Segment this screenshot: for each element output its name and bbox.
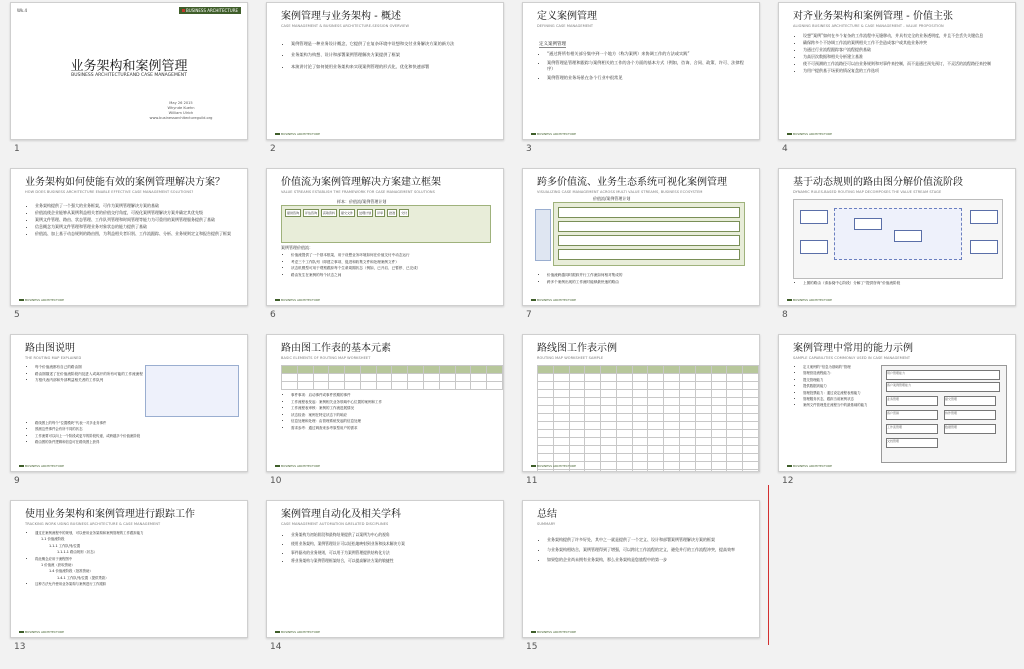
value-stream-diagram xyxy=(281,205,491,243)
bullet-list xyxy=(285,253,491,279)
bullet-item: • 业务架构为初始阶段和最终结果提供了以案例为中心的视角 xyxy=(291,533,491,538)
footer-brand: BUSINESS ARCHITECTURE xyxy=(19,298,64,302)
bullet-list xyxy=(541,537,747,564)
slide-canvas xyxy=(266,500,504,638)
slide-title: 案例管理中常用的能力示例 xyxy=(793,343,913,354)
value-stream-stages xyxy=(282,206,490,220)
slide-subtitle: BUSINESS ARCHITECTUREAND CASE MANAGEMENT xyxy=(71,73,187,78)
slide-title: 定义案例管理 xyxy=(537,11,597,22)
slide-thumbnail-15[interactable] xyxy=(514,498,760,662)
slide-thumbnail-4[interactable] xyxy=(770,0,1016,164)
stage-box: 提交文件 xyxy=(341,211,354,215)
slide-number: 3 xyxy=(526,144,532,154)
slide-title: 案例管理自动化及相关学科 xyxy=(281,509,401,520)
footer-brand: BUSINESS ARCHITECTURE xyxy=(275,630,320,634)
author-block: May 26 2015 Whynde Kuehn William Ulrich www.businessarchitectureguild.org xyxy=(149,101,213,120)
slide-corner-label: Wk.4 xyxy=(17,8,28,13)
bullet-item: • 案例管理是一种业务设计概念，它提供了在复杂环境中设想和交付业务解决方案的新方法 xyxy=(291,41,491,46)
bullet-item: • 通过在案例流程中的规划，可以使用业务架构和案例管理的工作跟踪能力 xyxy=(35,531,235,535)
bullet-item: 1.1.1 工作队列/位置 xyxy=(49,543,81,548)
slide-number: 2 xyxy=(270,144,276,154)
bullet-item: • 定义案例的“信息为基础的”管理 xyxy=(803,365,883,369)
slide-canvas xyxy=(522,334,760,472)
routing-map-diagram xyxy=(145,365,239,417)
slide-subtitle: CASE MANAGEMENT AUTOMATION &RELATED DISCIPLINES xyxy=(281,522,389,526)
bullet-list xyxy=(541,273,747,286)
stage-box: 交付 xyxy=(401,211,408,215)
footer-brand: BUSINESS ARCHITECTURE xyxy=(19,464,64,468)
multi-value-stream-diagram xyxy=(553,202,745,266)
bullet-item: • 状态检查：案例在特定状态下的响应 xyxy=(291,413,491,418)
slide-subtitle: ALIGNING BUSINESS ARCHITECTURE & CASE MANAGEMENT - VALUE PROPOSITION xyxy=(793,24,944,28)
slide-canvas xyxy=(522,500,760,638)
bullet-item: • 提交管理能力 xyxy=(803,378,883,382)
footer-brand: BUSINESS ARCHITECTURE xyxy=(531,630,576,634)
bullet-item: • 为通过行业流程跟踪客户流程提供基础 xyxy=(803,47,1003,52)
section-label: 案例管理价值流： xyxy=(281,245,313,250)
capability-box: 提交管理 xyxy=(944,396,996,406)
slide-number: 4 xyxy=(782,144,788,154)
stage-box: 批准 xyxy=(389,211,396,215)
slide-title: 业务架构如何使能有效的案例管理解决方案？ xyxy=(25,177,225,188)
bullet-item: • 业务架构提供了一个强大的业务框架，可作为案例管理解决方案的基础 xyxy=(35,203,235,208)
slide-subtitle: CASE MANAGEMENT & BUSINESS ARCHITECTURE-SESSION OVERVIEW xyxy=(281,24,410,28)
bullet-item: • 预测这些事件会有所不同的状态 xyxy=(35,427,235,431)
slide-title: 对齐业务架构和案例管理 - 价值主张 xyxy=(793,11,953,22)
brand-logo: BUSINESS ARCHITECTURE xyxy=(179,7,241,14)
queue-box xyxy=(800,240,828,254)
slide-thumbnail-2[interactable] xyxy=(258,0,504,164)
bullet-item: • 状态机模型可用于观察跟踪每个生命周期状态（例如，已开启、已暂停、已完成） xyxy=(291,266,491,271)
bullet-item: • 这种方法允许使用业务架构与案例进行工作跟踪 xyxy=(35,582,235,586)
capability-map xyxy=(881,365,1007,463)
bullet-item: • “通过将所有相关部分集中到一个地方（称为案例）来协调工作的方法或实践” xyxy=(547,51,747,56)
capability-box: 客户案例管理能力 xyxy=(886,382,1000,392)
bullet-item: • 价值流跨越同时跟踪并行工作流如何相对集成的 xyxy=(547,273,747,278)
bullet-item: • 工作流程表审核：案例的工作流进展情况 xyxy=(291,406,491,411)
footer-brand: BUSINESS ARCHITECTURE xyxy=(531,298,576,302)
slide-canvas xyxy=(266,2,504,140)
slide-title: 使用业务架构和案例管理进行跟踪工作 xyxy=(25,509,195,520)
slide-canvas xyxy=(10,168,248,306)
slide-canvas xyxy=(778,334,1016,472)
bullet-list xyxy=(285,393,491,433)
queue-box xyxy=(894,230,922,242)
slide-thumbnail-5[interactable] xyxy=(2,166,248,330)
bullet-item: • 路由图描述了在价值流阶段内及进入或离开的所有可能的工作流流程 xyxy=(35,372,145,377)
slide-subtitle: TRACKING WORK USING BUSINESS ARCHITECTURE & CASE MANAGEMENT xyxy=(25,522,161,526)
slide-subtitle: SUMMARY xyxy=(537,522,556,526)
bullet-item: • 使用业务架构，案例管理设计可以轻松地映射到业务和技术解决方案 xyxy=(291,542,491,547)
slide-canvas xyxy=(266,334,504,472)
bullet-item: • 工作流程表发起：案例相关业务领域中心位置的案例和工作 xyxy=(291,400,491,405)
slide-subtitle: DEFINING CASE MANAGEMENT xyxy=(537,24,594,28)
slide-number: 6 xyxy=(270,310,276,320)
slide-number: 10 xyxy=(270,476,282,486)
bullet-list xyxy=(29,421,235,447)
bullet-item: • 考虑三个工作队列（即建立事项、促进和收集文件和处理案例文件） xyxy=(291,260,491,265)
slide-thumbnail-3[interactable] xyxy=(514,0,760,164)
bullet-item: • 路由发生在案例的每个状态之间 xyxy=(291,273,491,278)
stream-row xyxy=(558,221,740,232)
bullet-item: • 本演讲讨论了如何使用业务架构来实现案例管理的形式化、优化和快速部署 xyxy=(291,64,491,69)
bullet-list xyxy=(29,531,235,589)
bullet-item: • 案例文件管理、路由、状态管理、工作队列管理和时间管理等能力为可重用的案例管理服务提供了基础 xyxy=(35,217,235,222)
bullet-item: • 将此概念应用于流程图中 xyxy=(35,557,235,561)
diagram-heading: 样本：价值流/案例管理计划 xyxy=(337,199,387,204)
stream-row xyxy=(558,249,740,260)
bullet-item: • 每个价值流都有自己的路由图 xyxy=(35,365,145,370)
slide-thumbnail-8[interactable] xyxy=(770,166,1016,330)
capability-box: 文档管理 xyxy=(886,438,938,448)
queue-box xyxy=(970,240,998,254)
bullet-item: • 使不可预测的工作流路径可以由业务规则和对事件来控制，而不是通过预先预订，不灵活的流程路径来控制 xyxy=(803,61,1003,66)
slide-number: 13 xyxy=(14,642,26,652)
capability-box: 协作管理 xyxy=(944,410,996,420)
bullet-item: • 为高层次数据和相关分析建立基准 xyxy=(803,54,1003,59)
slide-canvas xyxy=(778,2,1016,140)
bullet-item: • 事件事项：启动事件或事件预期的事件 xyxy=(291,393,491,398)
slide-thumbnail-9[interactable] xyxy=(2,332,248,496)
bullet-item: • 管理投票能力：通过设定流程表格能力 xyxy=(803,391,883,395)
bullet-list xyxy=(797,33,1003,75)
bullet-item: • 跨多个案例出现的工作流时能够最快速的路由 xyxy=(547,280,747,285)
bullet-item: 1.4.1 工作队列/位置（提供贷款） xyxy=(57,575,109,580)
capability-box: 客户营销 xyxy=(886,410,938,420)
slide-title: 案例管理与业务架构 - 概述 xyxy=(281,11,401,22)
worksheet-sample-table xyxy=(537,365,759,472)
slide-title: 跨多价值流、业务生态系统可视化案例管理 xyxy=(537,177,727,188)
footer-brand: BUSINESS ARCHITECTURE xyxy=(19,630,64,634)
footer-brand: BUSINESS ARCHITECTURE xyxy=(275,132,320,136)
bullet-item: • 方框代表内部和外部利益相关者的工作队列 xyxy=(35,378,145,383)
stream-row xyxy=(558,235,740,246)
bullet-item: 1.4 价值流阶段（批准资助） xyxy=(49,569,93,574)
slide-title: 路由图工作表的基本元素 xyxy=(281,343,391,354)
footer-brand: BUSINESS ARCHITECTURE xyxy=(275,298,320,302)
footer-brand: BUSINESS ARCHITECTURE xyxy=(787,464,832,468)
slide-number: 14 xyxy=(270,642,282,652)
queue-box xyxy=(854,218,882,230)
bullet-item: • 业务架构为构想、设计和部署案例管理解决方案提供了框架 xyxy=(291,52,491,57)
capability-box: 数据管理 xyxy=(944,424,996,434)
slide-subtitle: VALUE STREAMS ESTABLISH THE FRAMEWORK FOR CASE MANAGEMENT SOLUTIONS xyxy=(281,190,435,194)
stream-row xyxy=(558,207,740,218)
worksheet-table xyxy=(281,365,503,390)
bullet-item: • 信息处理和处理：由管理系统发起的信息处理 xyxy=(291,419,491,424)
capability-box: 工作流管理 xyxy=(886,424,938,434)
slide-canvas xyxy=(10,500,248,638)
bullet-item: • 确保跨多个不协调工作流的案例相关工作不会造成客户或其他业务冲突 xyxy=(803,40,1003,45)
footer-brand: BUSINESS ARCHITECTURE xyxy=(787,132,832,136)
bullet-item: • 与业务架构相结合，案例管理得到了增强，可以跨比工作流程的定义，避免并行的工作流程冲突，提高效率 xyxy=(547,547,747,552)
queue-box xyxy=(970,210,998,224)
stage-box: 评估咨询 xyxy=(305,211,318,215)
bullet-item: • 路线图上的每个“位置模块”代表一对多业务事件 xyxy=(35,421,235,425)
stage-box: 处理计划 xyxy=(359,211,372,215)
bullet-item: • 上图的路由（请参阅中心阶段）分解了“提供咨询”价值流阶段 xyxy=(803,281,1003,286)
slide-thumbnail-1[interactable] xyxy=(2,0,248,164)
routing-map-diagram xyxy=(793,199,1003,279)
bullet-item: • 将业务架构与案例管理框架结合，可以提高解决方案的敏捷性 xyxy=(291,559,491,564)
slide-title: 路由图说明 xyxy=(25,343,75,354)
bullet-list xyxy=(797,365,883,410)
section-heading: 定义案例管理 xyxy=(539,42,566,47)
slide-canvas xyxy=(522,168,760,306)
slide-title: 总结 xyxy=(537,509,557,520)
slide-canvas xyxy=(778,168,1016,306)
slide-subtitle: THE ROUTING MAP EXPLAINED xyxy=(25,356,82,360)
slide-number: 9 xyxy=(14,476,20,486)
bullet-list xyxy=(285,41,491,71)
bullet-list xyxy=(797,281,1003,288)
diagram-heading: 价值流/案例管理计划 xyxy=(593,196,631,201)
slide-number: 11 xyxy=(526,476,538,486)
bullet-item: • 业务架构提供了许多好处，其中之一就是提供了一个定义、设计和部署案例管理解决方案的框架 xyxy=(547,537,747,542)
bullet-item: • 价值流、加上基于动态规则的路由图，为利益相关者识别、工作流跟踪、分析、业务规则定义和报告提供了框架 xyxy=(35,231,235,236)
bullet-item: • 案例管理的业务场景在各个行业中很常见 xyxy=(547,75,747,80)
bullet-item: • 工作流要可以向上一个阶段或更早的阶段传递，或跨越多个价值流阶段 xyxy=(35,434,235,438)
bullet-item: • 案例文件管理是在流程当中的最基础的能力 xyxy=(803,403,883,407)
bullet-item: • 为用户提供基于场景的情况复盘的工作选项 xyxy=(803,68,1003,73)
slide-number: 12 xyxy=(782,476,794,486)
bullet-item: • 事件驱动的业务规则，可以用于为案例管理提供结构化方法 xyxy=(291,551,491,556)
stage-box: 评审 xyxy=(377,211,384,215)
bullet-item: • 路由图的条件逻辑和信息可在路线图上获得 xyxy=(35,440,235,444)
slide-title: 价值流为案例管理解决方案建立框架 xyxy=(281,177,441,188)
slide-title: 路线图工作表示例 xyxy=(537,343,617,354)
bullet-list xyxy=(29,365,145,385)
slide-canvas xyxy=(266,168,504,306)
slide-number: 8 xyxy=(782,310,788,320)
bullet-item: • 提供数据到能力 xyxy=(803,384,883,388)
bullet-item: • 价值流提供了一个基本框架，用于设想业务环境如何在价值交付中动态运行 xyxy=(291,253,491,258)
slide-thumbnail-14[interactable] xyxy=(258,498,504,662)
bullet-item: • 需求参考：通过调查来参考原型用户的需求 xyxy=(291,426,491,431)
slide-title: 基于动态规则的路由图分解价值流阶段 xyxy=(793,177,963,188)
footer-brand: BUSINESS ARCHITECTURE xyxy=(531,464,576,468)
slide-number: 15 xyxy=(526,642,538,652)
bullet-list xyxy=(541,51,747,82)
slide-number: 7 xyxy=(526,310,532,320)
slide-subtitle: VISUALIZING CASE MANAGEMENT ACROSS MULTI VALUE STREAMS, BUSINESS ECOSYSTEM xyxy=(537,190,703,194)
slide-canvas xyxy=(10,334,248,472)
bullet-item: • 价值流使企业能够从案例利益相关者的价值交付角度，可视化案例管理解决方案并确定其优先级 xyxy=(35,210,235,215)
slide-thumbnail-11[interactable] xyxy=(514,332,760,496)
slide-thumbnail-7[interactable] xyxy=(514,166,760,330)
bullet-item: • 案例管理是管理和跟踪与案例相关的工作的各个方面的基本方式（例如，咨询、合同、政策、许可、法律程序） xyxy=(547,60,747,71)
stage-box: 获取资料 xyxy=(323,211,336,215)
stage-box: 提供咨询 xyxy=(287,211,300,215)
bullet-list xyxy=(29,203,235,238)
capability-box: 业务管理 xyxy=(886,396,938,406)
ecosystem-sidebar xyxy=(535,209,551,261)
bullet-item: • 管理营造流程能力： xyxy=(803,371,883,375)
bullet-item: • 设想“案例”如何在多个复杂的工作流程中无缝移动，并具有完全的业务透明度，并且不会丢失关键信息 xyxy=(803,33,1003,38)
bullet-item: 1.1 价值流阶段 xyxy=(41,537,65,542)
slide-subtitle: BASIC ELEMENTS OF ROUTING MAP WORKSHEET xyxy=(281,356,371,360)
slide-thumbnail-6[interactable] xyxy=(258,166,504,330)
slide-subtitle: SAMPLE CAPABILITIES COMMONLY USED IN CASE MANAGEMENT xyxy=(793,356,911,360)
slide-number: 1 xyxy=(14,144,20,154)
capability-box: 用户管理能力 xyxy=(886,370,1000,380)
slide-subtitle: HOW DOES BUSINESS ARCHITECTURE ENABLE EFFECTIVE CASE MANAGEMENT SOLUTIONS? xyxy=(25,190,194,194)
footer-brand: BUSINESS ARCHITECTURE xyxy=(787,298,832,302)
bullet-list xyxy=(285,533,491,566)
footer-brand: BUSINESS ARCHITECTURE xyxy=(275,464,320,468)
bullet-item: 1 价值流（获取资助） xyxy=(41,563,75,568)
slide-subtitle: DYNAMIC RULES-BASED ROUTING MAP DECOMPOSES THE VALUE STREAM STAGE xyxy=(793,190,942,194)
slide-subtitle: ROUTING MAP WORKSHEET SAMPLE xyxy=(537,356,604,360)
bullet-item: • 如果您的企业尚未拥有业务架构，那么业务架构是您旅程中的第一步 xyxy=(547,557,747,562)
footer-brand: BUSINESS ARCHITECTURE xyxy=(531,132,576,136)
bullet-item: • 信息概念为案例文件管理和管理业务对象状态的能力提供了基础 xyxy=(35,224,235,229)
slide-number: 5 xyxy=(14,310,20,320)
bullet-item: 1.1.1.1 路由规则（状态） xyxy=(57,550,98,555)
slide-canvas xyxy=(10,2,248,140)
queue-box xyxy=(800,210,828,224)
slide-thumbnail-13[interactable] xyxy=(2,498,248,662)
slide-canvas xyxy=(522,2,760,140)
slide-thumbnail-12[interactable] xyxy=(770,332,1016,496)
slide-title: 业务架构和案例管理 xyxy=(70,59,188,74)
slide-thumbnail-10[interactable] xyxy=(258,332,504,496)
insertion-cursor xyxy=(768,485,769,645)
bullet-item: • 管理服务状态，跟踪当前案例状态 xyxy=(803,397,883,401)
